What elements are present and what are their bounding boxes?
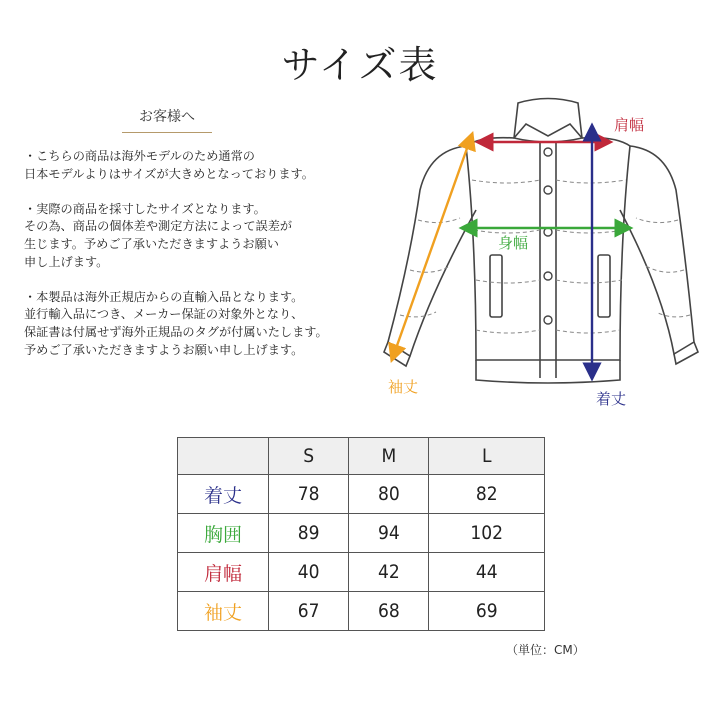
size-header-l: L xyxy=(429,438,545,475)
unit-note: （単位：CM） xyxy=(506,643,585,657)
size-header-s: S xyxy=(269,438,349,475)
size-header-row xyxy=(178,438,545,475)
length-label: 着丈 xyxy=(596,390,627,408)
notice-heading: お客様へ xyxy=(122,106,212,133)
row-label-length: 着丈 xyxy=(178,475,269,514)
table-cell: 80 xyxy=(349,475,429,514)
table-cell: 102 xyxy=(429,514,545,553)
table-row xyxy=(178,475,545,514)
size-table xyxy=(177,437,545,631)
table-row xyxy=(178,514,545,553)
size-header-m: M xyxy=(349,438,429,475)
row-label-chest: 胸囲 xyxy=(178,514,269,553)
page-title: サイズ表 xyxy=(281,43,439,87)
table-row xyxy=(178,553,545,592)
table-cell: 67 xyxy=(269,592,349,631)
jacket-illustration xyxy=(380,90,700,420)
notice-body: ・こちらの商品は海外モデルのため通常の 日本モデルよりはサイズが大きめとなっております。 ・実際の商品を採寸したサイズとなります。 その為、商品の個体差や測定方法によって誤差が 生じます。予めご了承いただきますようお願い 申し上げます。 ・本製品は海外正規店からの直輸入品となります。 並行輸入品につき、メーカー保証の対象外となり、 保証書は付属せず海外正規品のタグが付属いたします。 予めご了承いただきますようお願い申し上げます。 xyxy=(24,149,328,357)
table-cell: 82 xyxy=(429,475,545,514)
sleeve-label: 袖丈 xyxy=(388,378,419,396)
table-cell: 89 xyxy=(269,514,349,553)
table-cell: 94 xyxy=(349,514,429,553)
jacket-diagram xyxy=(380,90,700,420)
row-label-sleeve: 袖丈 xyxy=(178,592,269,631)
header-corner xyxy=(178,438,269,475)
table-cell: 68 xyxy=(349,592,429,631)
shoulder-label: 肩幅 xyxy=(614,116,645,134)
table-cell: 44 xyxy=(429,553,545,592)
table-cell: 40 xyxy=(269,553,349,592)
table-cell: 78 xyxy=(269,475,349,514)
chest-label: 身幅 xyxy=(498,234,529,252)
table-row xyxy=(178,592,545,631)
table-cell: 69 xyxy=(429,592,545,631)
table-cell: 42 xyxy=(349,553,429,592)
row-label-shoulder: 肩幅 xyxy=(178,553,269,592)
